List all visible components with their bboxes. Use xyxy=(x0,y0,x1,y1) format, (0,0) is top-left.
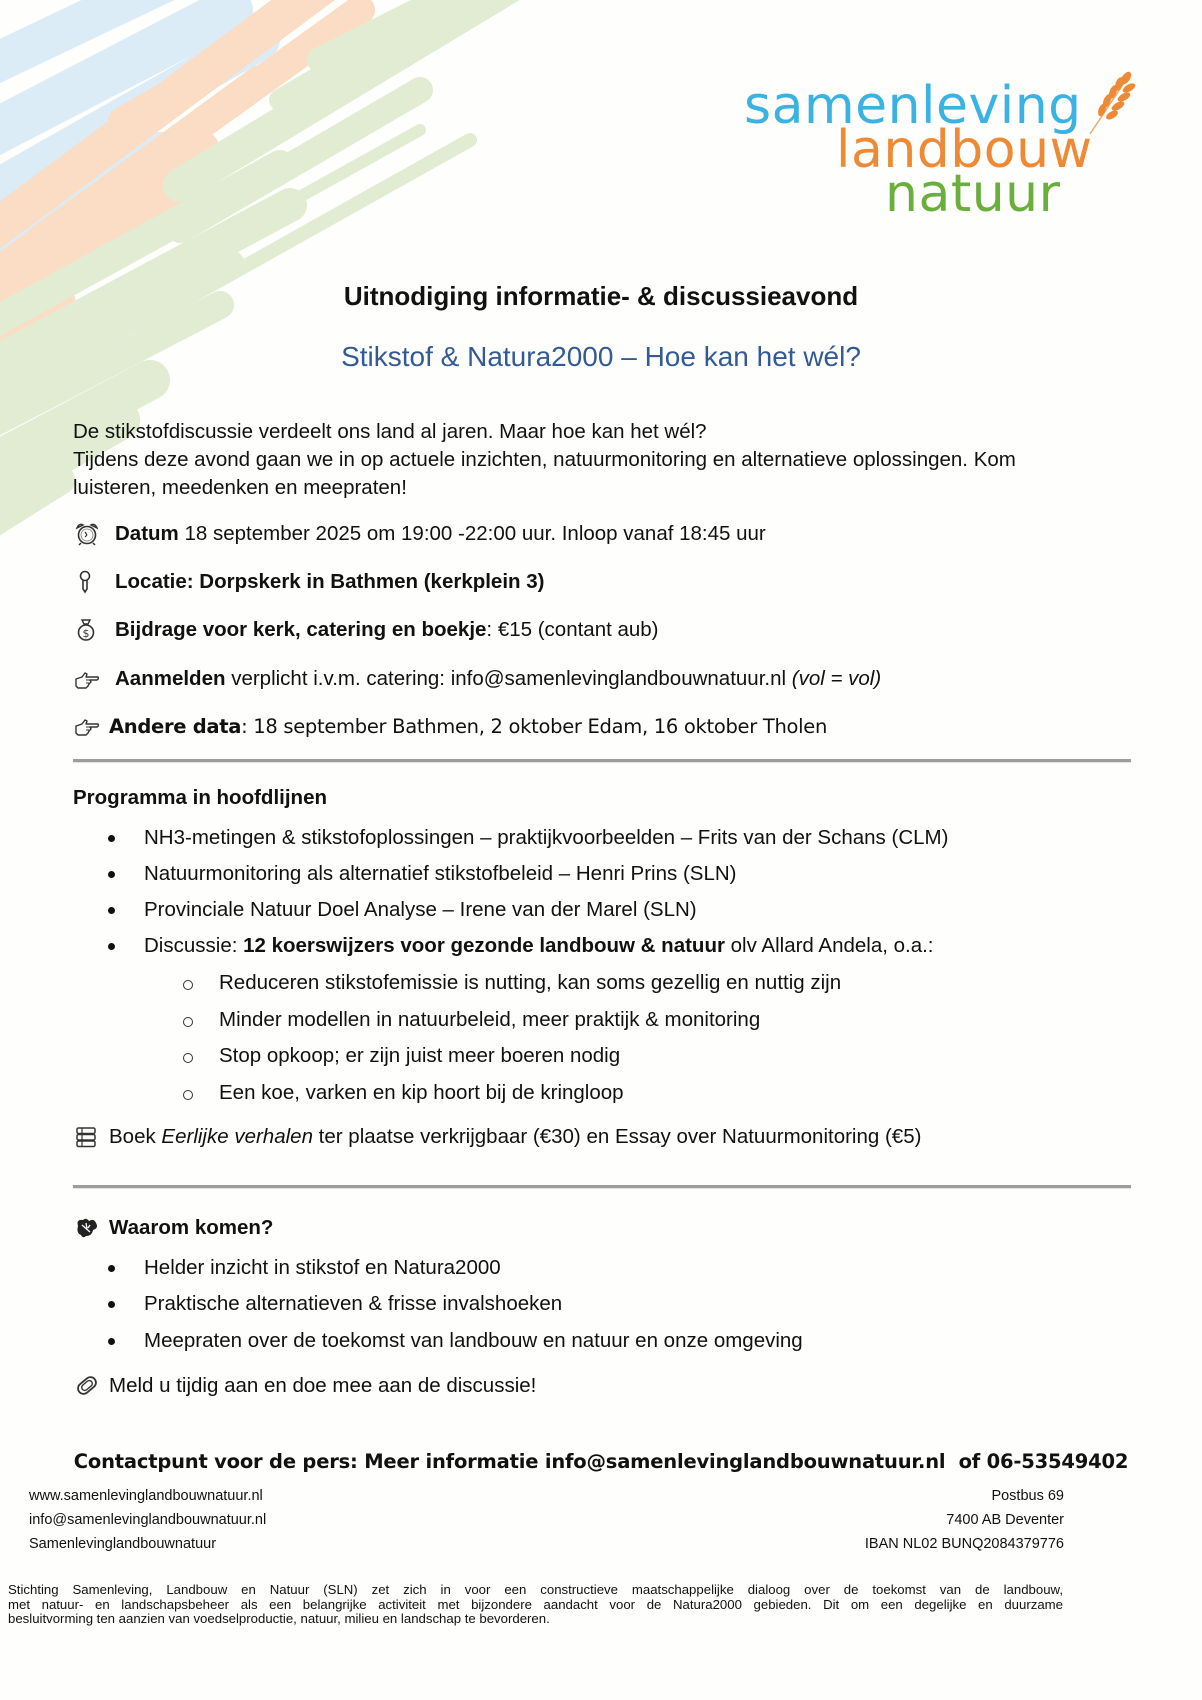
koerswijzer-item: Een koe, varken en kip hoort bij de kringloop xyxy=(183,1081,624,1105)
detail-bijdrage xyxy=(73,616,659,644)
detail-aanmelden xyxy=(73,665,881,693)
waarom-item: Praktische alternatieven & frisse invalshoeken xyxy=(108,1292,562,1316)
bullet-icon xyxy=(108,835,115,842)
detail-locatie xyxy=(73,568,544,596)
intro-line: De stikstofdiscussie verdeelt ons land al jaren. Maar hoe kan het wél? xyxy=(73,420,707,443)
aanmelden-label: Aanmelden xyxy=(115,667,226,690)
wheat-icon xyxy=(1086,70,1136,136)
intro-line: luisteren, meedenken en meepraten! xyxy=(73,476,407,499)
aanmelden-note: (vol = vol) xyxy=(791,667,882,690)
section-divider xyxy=(73,759,1131,763)
detail-datum xyxy=(73,520,766,548)
andere-data-label: Andere data xyxy=(109,714,242,738)
datum-label: Datum xyxy=(115,522,179,545)
leaves-icon xyxy=(73,1215,101,1241)
about-organization: Stichting Samenleving, Landbouw en Natuur (SLN) zet zich in voor een constructieve maatschappelijke dialoog over de toekomst van de landbouw, met natuur- en landschapsbeheer als een belangrijke activiteit met bijzondere aandacht voor de Natura2000 gebieden. Dit om een degelijke en duurzame besluitvorming ten aanzien van voedselproductie, natuur, milieu en landschap te bevorderen. xyxy=(8,1582,1063,1626)
logo-text-landbouw: landbouw xyxy=(836,120,1093,180)
iban: IBAN NL02 BUNQ2084379776 xyxy=(864,1536,1064,1552)
circle-bullet-icon xyxy=(183,1017,193,1027)
page-title: Uitnodiging informatie- & discussieavond xyxy=(343,281,859,311)
andere-data-value: : 18 september Bathmen, 2 oktober Edam, 16 oktober Tholen xyxy=(241,714,828,738)
bullet-icon xyxy=(108,907,115,914)
circle-bullet-icon xyxy=(183,1090,193,1100)
boek-info: Boek Eerlijke verhalen ter plaatse verkrijgbaar (€30) en Essay over Natuurmonitoring (€5) xyxy=(73,1123,921,1151)
programma-heading: Programma in hoofdlijnen xyxy=(73,786,327,809)
page-subtitle: Stikstof & Natura2000 – Hoe kan het wél? xyxy=(341,341,861,372)
circle-bullet-icon xyxy=(183,980,193,990)
datum-value: 18 september 2025 om 19:00 -22:00 uur. Inloop vanaf 18:45 uur xyxy=(178,522,766,545)
social-handle: Samenlevinglandbouwnatuur xyxy=(29,1536,217,1552)
pointing-hand-icon xyxy=(73,666,101,692)
money-bag-icon xyxy=(73,617,101,643)
location-pin-icon xyxy=(73,569,101,595)
bullet-icon xyxy=(108,1301,115,1308)
postal-city: 7400 AB Deventer xyxy=(946,1512,1064,1528)
detail-andere-data xyxy=(73,712,827,740)
alarm-clock-icon xyxy=(73,521,101,547)
email-link[interactable]: info@samenlevinglandbouwnatuur.nl xyxy=(29,1512,267,1528)
koerswijzer-item: Reduceren stikstofemissie is nutting, kan soms gezellig en nuttig zijn xyxy=(183,971,841,995)
waarom-heading: Waarom komen? xyxy=(109,1216,274,1239)
koerswijzer-item: Stop opkoop; er zijn juist meer boeren nodig xyxy=(183,1044,620,1068)
paperclip-icon xyxy=(73,1373,101,1399)
bullet-icon xyxy=(108,871,115,878)
waarom-item: Meepraten over de toekomst van landbouw en natuur en onze omgeving xyxy=(108,1329,803,1353)
svg-text:$: $ xyxy=(82,627,90,640)
logo-text-natuur: natuur xyxy=(885,164,1061,224)
circle-bullet-icon xyxy=(183,1053,193,1063)
section-divider xyxy=(73,1185,1131,1189)
pointing-hand-icon xyxy=(73,713,101,739)
programma-item: Natuurmonitoring als alternatief stikstofbeleid – Henri Prins (SLN) xyxy=(108,862,736,886)
intro-paragraph xyxy=(73,418,1133,502)
waarom-item: Helder inzicht in stikstof en Natura2000 xyxy=(108,1256,501,1280)
programma-item-discussie: Discussie: 12 koerswijzers voor gezonde landbouw & natuur olv Allard Andela, o.a.: xyxy=(108,934,934,958)
postal-address: Postbus 69 xyxy=(991,1488,1064,1504)
books-icon xyxy=(73,1124,101,1150)
programma-item: NH3-metingen & stikstofoplossingen – praktijkvoorbeelden – Frits van der Schans (CLM) xyxy=(108,826,948,850)
call-to-action xyxy=(73,1372,536,1400)
website-link[interactable]: www.samenlevinglandbouwnatuur.nl xyxy=(29,1488,263,1504)
bijdrage-label: Bijdrage voor kerk, catering en boekje xyxy=(115,618,487,641)
waarom-heading-row xyxy=(73,1214,273,1242)
bijdrage-value: : €15 (contant aub) xyxy=(486,618,659,641)
aanmelden-value: verplicht i.v.m. catering: info@samenlevinglandbouwnatuur.nl xyxy=(225,667,792,690)
intro-line: Tijdens deze avond gaan we in op actuele inzichten, natuurmonitoring en alternatieve oplossingen. Kom xyxy=(73,448,1016,471)
koerswijzer-item: Minder modellen in natuurbeleid, meer praktijk & monitoring xyxy=(183,1008,760,1032)
programma-item: Provinciale Natuur Doel Analyse – Irene van der Marel (SLN) xyxy=(108,898,697,922)
bullet-icon xyxy=(108,1265,115,1272)
cta-text: Meld u tijdig aan en doe mee aan de discussie! xyxy=(109,1374,537,1397)
locatie-text: Locatie: Dorpskerk in Bathmen (kerkplein 3) xyxy=(115,570,545,593)
logo-text-samenleving: samenleving xyxy=(744,76,1082,136)
bullet-icon xyxy=(108,943,115,950)
press-contact: Contactpunt voor de pers: Meer informatie info@samenlevinglandbouwnatuur.nl of 06-53549402 xyxy=(73,1450,1129,1473)
bullet-icon xyxy=(108,1338,115,1345)
